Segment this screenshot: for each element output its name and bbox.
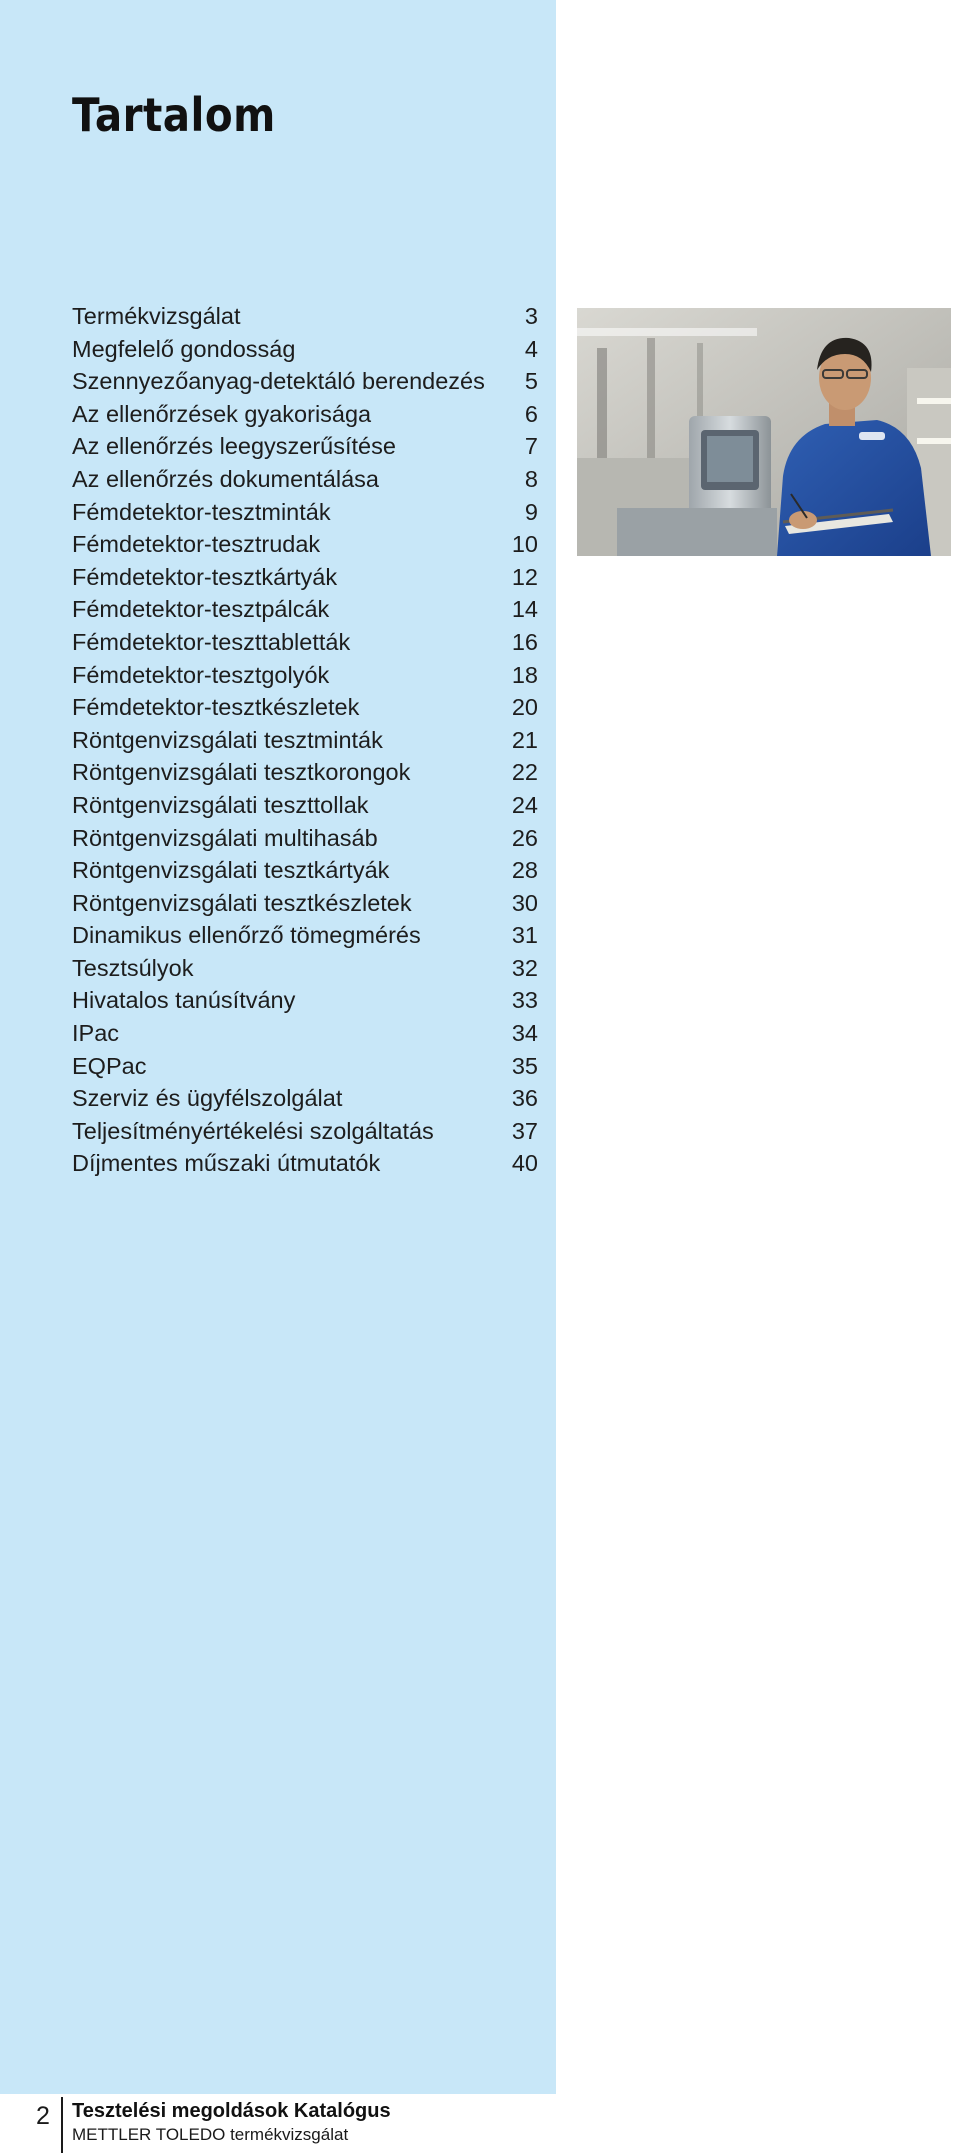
toc-entry-page-number: 20 <box>511 694 538 721</box>
toc-entry-page-number: 21 <box>511 726 538 753</box>
inspector-photo <box>577 308 951 556</box>
toc-entry-title: Az ellenőrzés leegyszerűsítése <box>72 433 396 460</box>
toc-entry-page-number: 10 <box>511 531 538 558</box>
toc-entry[interactable] <box>72 789 538 822</box>
toc-entry[interactable] <box>72 463 538 496</box>
toc-entry-title: Fémdetektor-teszttabletták <box>72 628 351 655</box>
toc-entry-title: IPac <box>72 1020 120 1047</box>
table-of-contents <box>72 300 538 1180</box>
toc-entry-title: Az ellenőrzés dokumentálása <box>72 465 379 492</box>
toc-entry-page-number: 12 <box>511 563 538 590</box>
toc-entry-page-number: 18 <box>511 661 538 688</box>
page-title: Tartalom <box>72 88 276 142</box>
footer-page-number: 2 <box>36 2102 50 2130</box>
toc-entry[interactable] <box>72 1082 538 1115</box>
toc-entry[interactable] <box>72 952 538 985</box>
toc-entry-title: EQPac <box>72 1052 147 1079</box>
toc-entry[interactable] <box>72 300 538 333</box>
toc-entry-title: Díjmentes műszaki útmutatók <box>72 1150 381 1177</box>
toc-entry-page-number: 3 <box>524 303 538 329</box>
toc-entry[interactable] <box>72 365 538 398</box>
toc-entry-title: Röntgenvizsgálati tesztkorongok <box>72 759 411 786</box>
toc-entry[interactable] <box>72 691 538 724</box>
toc-entry[interactable] <box>72 756 538 789</box>
toc-entry-page-number: 36 <box>511 1085 538 1112</box>
toc-entry[interactable] <box>72 659 538 692</box>
toc-entry-title: Fémdetektor-tesztgolyók <box>72 661 330 688</box>
toc-entry-title: Fémdetektor-tesztpálcák <box>72 596 330 623</box>
toc-entry-title: Fémdetektor-tesztminták <box>72 498 331 525</box>
toc-entry[interactable] <box>72 1017 538 1050</box>
toc-entry-title: Röntgenvizsgálati teszttollak <box>72 791 369 818</box>
toc-entry-title: Hivatalos tanúsítvány <box>72 987 296 1014</box>
toc-entry[interactable] <box>72 724 538 757</box>
toc-entry-title: Tesztsúlyok <box>72 954 194 981</box>
toc-entry-page-number: 22 <box>511 759 538 786</box>
toc-entry-page-number: 24 <box>511 791 538 818</box>
toc-entry-page-number: 31 <box>511 922 538 949</box>
toc-entry[interactable] <box>72 496 538 529</box>
toc-entry-page-number: 28 <box>511 857 538 884</box>
toc-entry-title: Fémdetektor-tesztkártyák <box>72 563 338 590</box>
toc-entry-title: Röntgenvizsgálati tesztminták <box>72 726 383 753</box>
toc-entry[interactable] <box>72 1147 538 1180</box>
toc-entry-page-number: 26 <box>511 824 538 851</box>
toc-entry[interactable] <box>72 1115 538 1148</box>
toc-entry-page-number: 30 <box>511 889 538 916</box>
footer-catalog-title: Tesztelési megoldások Katalógus <box>72 2100 391 2122</box>
toc-entry-page-number: 8 <box>524 465 538 492</box>
toc-entry-page-number: 37 <box>511 1117 538 1144</box>
toc-entry-page-number: 40 <box>511 1150 538 1177</box>
toc-entry[interactable] <box>72 593 538 626</box>
toc-entry-page-number: 16 <box>511 628 538 655</box>
toc-entry-title: Szerviz és ügyfélszolgálat <box>72 1085 343 1112</box>
toc-entry-page-number: 33 <box>511 987 538 1014</box>
toc-entry-title: Röntgenvizsgálati tesztkártyák <box>72 857 390 884</box>
toc-entry-page-number: 34 <box>511 1020 538 1047</box>
toc-entry-title: Dinamikus ellenőrző tömegmérés <box>72 922 421 949</box>
toc-entry-page-number: 14 <box>511 596 538 623</box>
toc-entry[interactable] <box>72 1050 538 1083</box>
toc-entry[interactable] <box>72 854 538 887</box>
toc-entry-page-number: 7 <box>524 433 538 460</box>
toc-entry-page-number: 35 <box>511 1052 538 1079</box>
toc-entry-title: Röntgenvizsgálati multihasáb <box>72 824 378 851</box>
toc-entry-title: Termékvizsgálat <box>72 303 241 329</box>
toc-entry[interactable] <box>72 398 538 431</box>
toc-entry-title: Szennyezőanyag-detektáló berendezés <box>72 368 485 395</box>
toc-entry[interactable] <box>72 430 538 463</box>
toc-entry[interactable] <box>72 528 538 561</box>
toc-entry[interactable] <box>72 984 538 1017</box>
toc-entry[interactable] <box>72 561 538 594</box>
toc-entry[interactable] <box>72 887 538 920</box>
toc-entry-title: Fémdetektor-tesztkészletek <box>72 694 360 721</box>
footer-divider <box>61 2097 63 2153</box>
toc-entry-title: Az ellenőrzések gyakorisága <box>72 400 372 427</box>
footer-catalog-subtitle: METTLER TOLEDO termékvizsgálat <box>72 2125 349 2144</box>
toc-entry[interactable] <box>72 333 538 366</box>
toc-entry-page-number: 32 <box>511 954 538 981</box>
toc-entry-page-number: 6 <box>524 400 538 427</box>
toc-entry-title: Megfelelő gondosság <box>72 335 296 362</box>
toc-entry-page-number: 5 <box>524 368 538 395</box>
toc-entry-title: Teljesítményértékelési szolgáltatás <box>72 1117 434 1144</box>
toc-entry[interactable] <box>72 919 538 952</box>
toc-entry-title: Röntgenvizsgálati tesztkészletek <box>72 889 412 916</box>
toc-entry[interactable] <box>72 626 538 659</box>
toc-entry-page-number: 9 <box>524 498 538 525</box>
toc-entry-title: Fémdetektor-tesztrudak <box>72 531 321 558</box>
toc-entry[interactable] <box>72 822 538 855</box>
toc-entry-page-number: 4 <box>524 335 538 362</box>
